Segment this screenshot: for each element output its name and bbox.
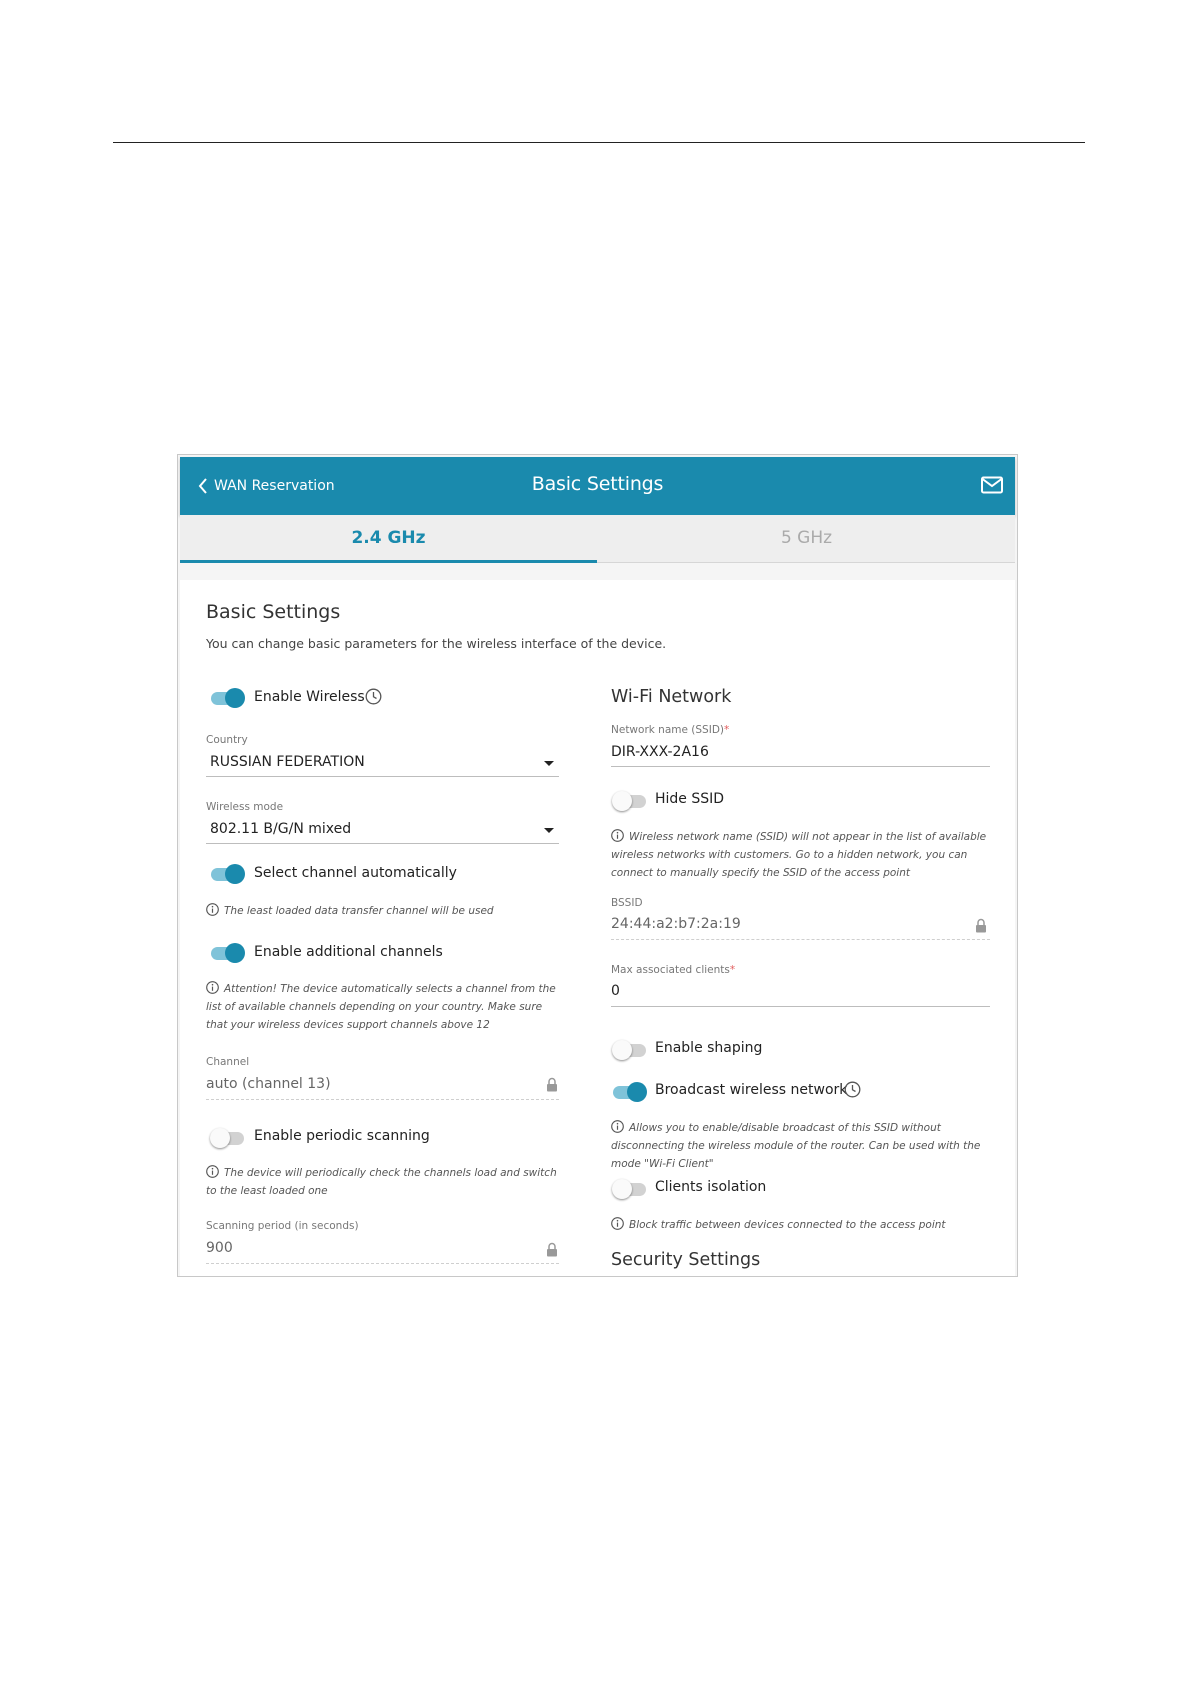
- required-mark: *: [729, 964, 736, 976]
- scanning-period-label: Scanning period (in seconds): [206, 1220, 359, 1232]
- hint-text: Allows you to enable/disable broadcast of this SSID without disconnecting the wireless module of the router. Can be used with the mode "Wi-Fi Client": [611, 1122, 981, 1170]
- band-tabs: [180, 515, 1015, 563]
- security-settings-title: Security Settings: [611, 1250, 761, 1270]
- auto-channel-label: Select channel automatically: [254, 865, 457, 881]
- hint-text: Wireless network name (SSID) will not appear in the list of available wireless networks with customers. Go to a hidden network, you can connect to manually specify the SSID of the access point: [611, 831, 987, 879]
- channel-value: auto (channel 13): [206, 1076, 331, 1092]
- section-title: Basic Settings: [206, 601, 341, 623]
- wireless-mode-select[interactable]: 802.11 B/G/N mixed: [210, 821, 352, 837]
- additional-channels-label: Enable additional channels: [254, 944, 443, 960]
- lock-icon: [546, 1242, 558, 1257]
- info-icon: [611, 829, 624, 842]
- hint-text: The device will periodically check the channels load and switch to the least loaded one: [206, 1167, 557, 1197]
- max-clients-input[interactable]: 0: [611, 983, 620, 999]
- hint-text: The least loaded data transfer channel will be used: [224, 905, 494, 917]
- info-icon: [206, 903, 219, 916]
- router-ui-screenshot: [177, 454, 1018, 1277]
- info-icon: [611, 1120, 624, 1133]
- broadcast-label: Broadcast wireless network: [655, 1082, 848, 1098]
- clients-isolation-toggle[interactable]: [613, 1183, 646, 1196]
- broadcast-hint: [611, 1119, 990, 1173]
- hide-ssid-hint: [611, 828, 990, 882]
- channel-underline: [206, 1099, 559, 1100]
- ssid-input[interactable]: DIR-XXX-2A16: [611, 744, 709, 760]
- country-underline: [206, 776, 559, 777]
- mail-icon[interactable]: [981, 476, 1003, 494]
- required-mark: *: [724, 724, 730, 736]
- max-clients-label-text: Max associated clients: [611, 964, 730, 976]
- clients-isolation-label: Clients isolation: [655, 1179, 767, 1195]
- scanning-period-underline: [206, 1263, 559, 1264]
- tab-5ghz[interactable]: 5 GHz: [780, 528, 833, 548]
- dropdown-caret-icon[interactable]: [544, 828, 554, 833]
- bssid-label: BSSID: [611, 897, 643, 909]
- info-icon: [206, 981, 219, 994]
- wireless-mode-label: Wireless mode: [206, 801, 284, 813]
- periodic-scanning-label: Enable periodic scanning: [254, 1128, 430, 1144]
- clients-isolation-hint: [611, 1216, 990, 1234]
- settings-panel: [180, 580, 1015, 1277]
- info-icon: [611, 1217, 624, 1230]
- lock-icon: [546, 1077, 558, 1092]
- top-bar: [180, 457, 1015, 515]
- page-title: Basic Settings: [531, 473, 664, 495]
- country-label: Country: [206, 734, 248, 746]
- broadcast-toggle[interactable]: [613, 1086, 646, 1099]
- additional-channels-hint: [206, 980, 566, 1034]
- ssid-underline: [611, 766, 990, 767]
- dropdown-caret-icon[interactable]: [544, 761, 554, 766]
- section-description: You can change basic parameters for the wireless interface of the device.: [206, 636, 667, 651]
- auto-channel-toggle[interactable]: [211, 868, 244, 881]
- hint-text: Attention! The device automatically selects a channel from the list of available channels depending on your country. Make sure that your wireless devices support channels above 12: [206, 983, 556, 1031]
- max-clients-label: [611, 964, 735, 976]
- enable-wireless-toggle[interactable]: [211, 692, 244, 705]
- auto-channel-hint: [206, 902, 566, 920]
- hint-text: Block traffic between devices connected to the access point: [629, 1219, 946, 1231]
- info-icon: [206, 1165, 219, 1178]
- enable-shaping-toggle[interactable]: [613, 1044, 646, 1057]
- country-select[interactable]: RUSSIAN FEDERATION: [210, 754, 365, 770]
- bssid-underline: [611, 939, 990, 940]
- clock-icon[interactable]: [365, 688, 382, 705]
- lock-icon: [975, 918, 987, 933]
- page-top-rule: [113, 142, 1085, 143]
- ssid-label: [611, 724, 729, 736]
- hide-ssid-toggle[interactable]: [613, 795, 646, 808]
- wireless-mode-underline: [206, 843, 559, 844]
- clock-icon[interactable]: [844, 1081, 861, 1098]
- enable-wireless-label: Enable Wireless: [254, 689, 365, 705]
- scanning-period-value: 900: [206, 1240, 233, 1256]
- additional-channels-toggle[interactable]: [211, 947, 244, 960]
- ssid-label-text: Network name (SSID): [611, 724, 724, 736]
- enable-shaping-label: Enable shaping: [655, 1040, 763, 1056]
- periodic-scanning-hint: [206, 1164, 566, 1200]
- wifi-network-title: Wi-Fi Network: [611, 687, 732, 707]
- tab-2-4ghz[interactable]: 2.4 GHz: [180, 515, 597, 562]
- max-clients-underline: [611, 1006, 990, 1007]
- bssid-value: 24:44:a2:b7:2a:19: [611, 916, 741, 932]
- periodic-scanning-toggle[interactable]: [211, 1132, 244, 1145]
- hide-ssid-label: Hide SSID: [655, 791, 725, 807]
- back-link-label: WAN Reservation: [214, 478, 335, 494]
- channel-label: Channel: [206, 1056, 250, 1068]
